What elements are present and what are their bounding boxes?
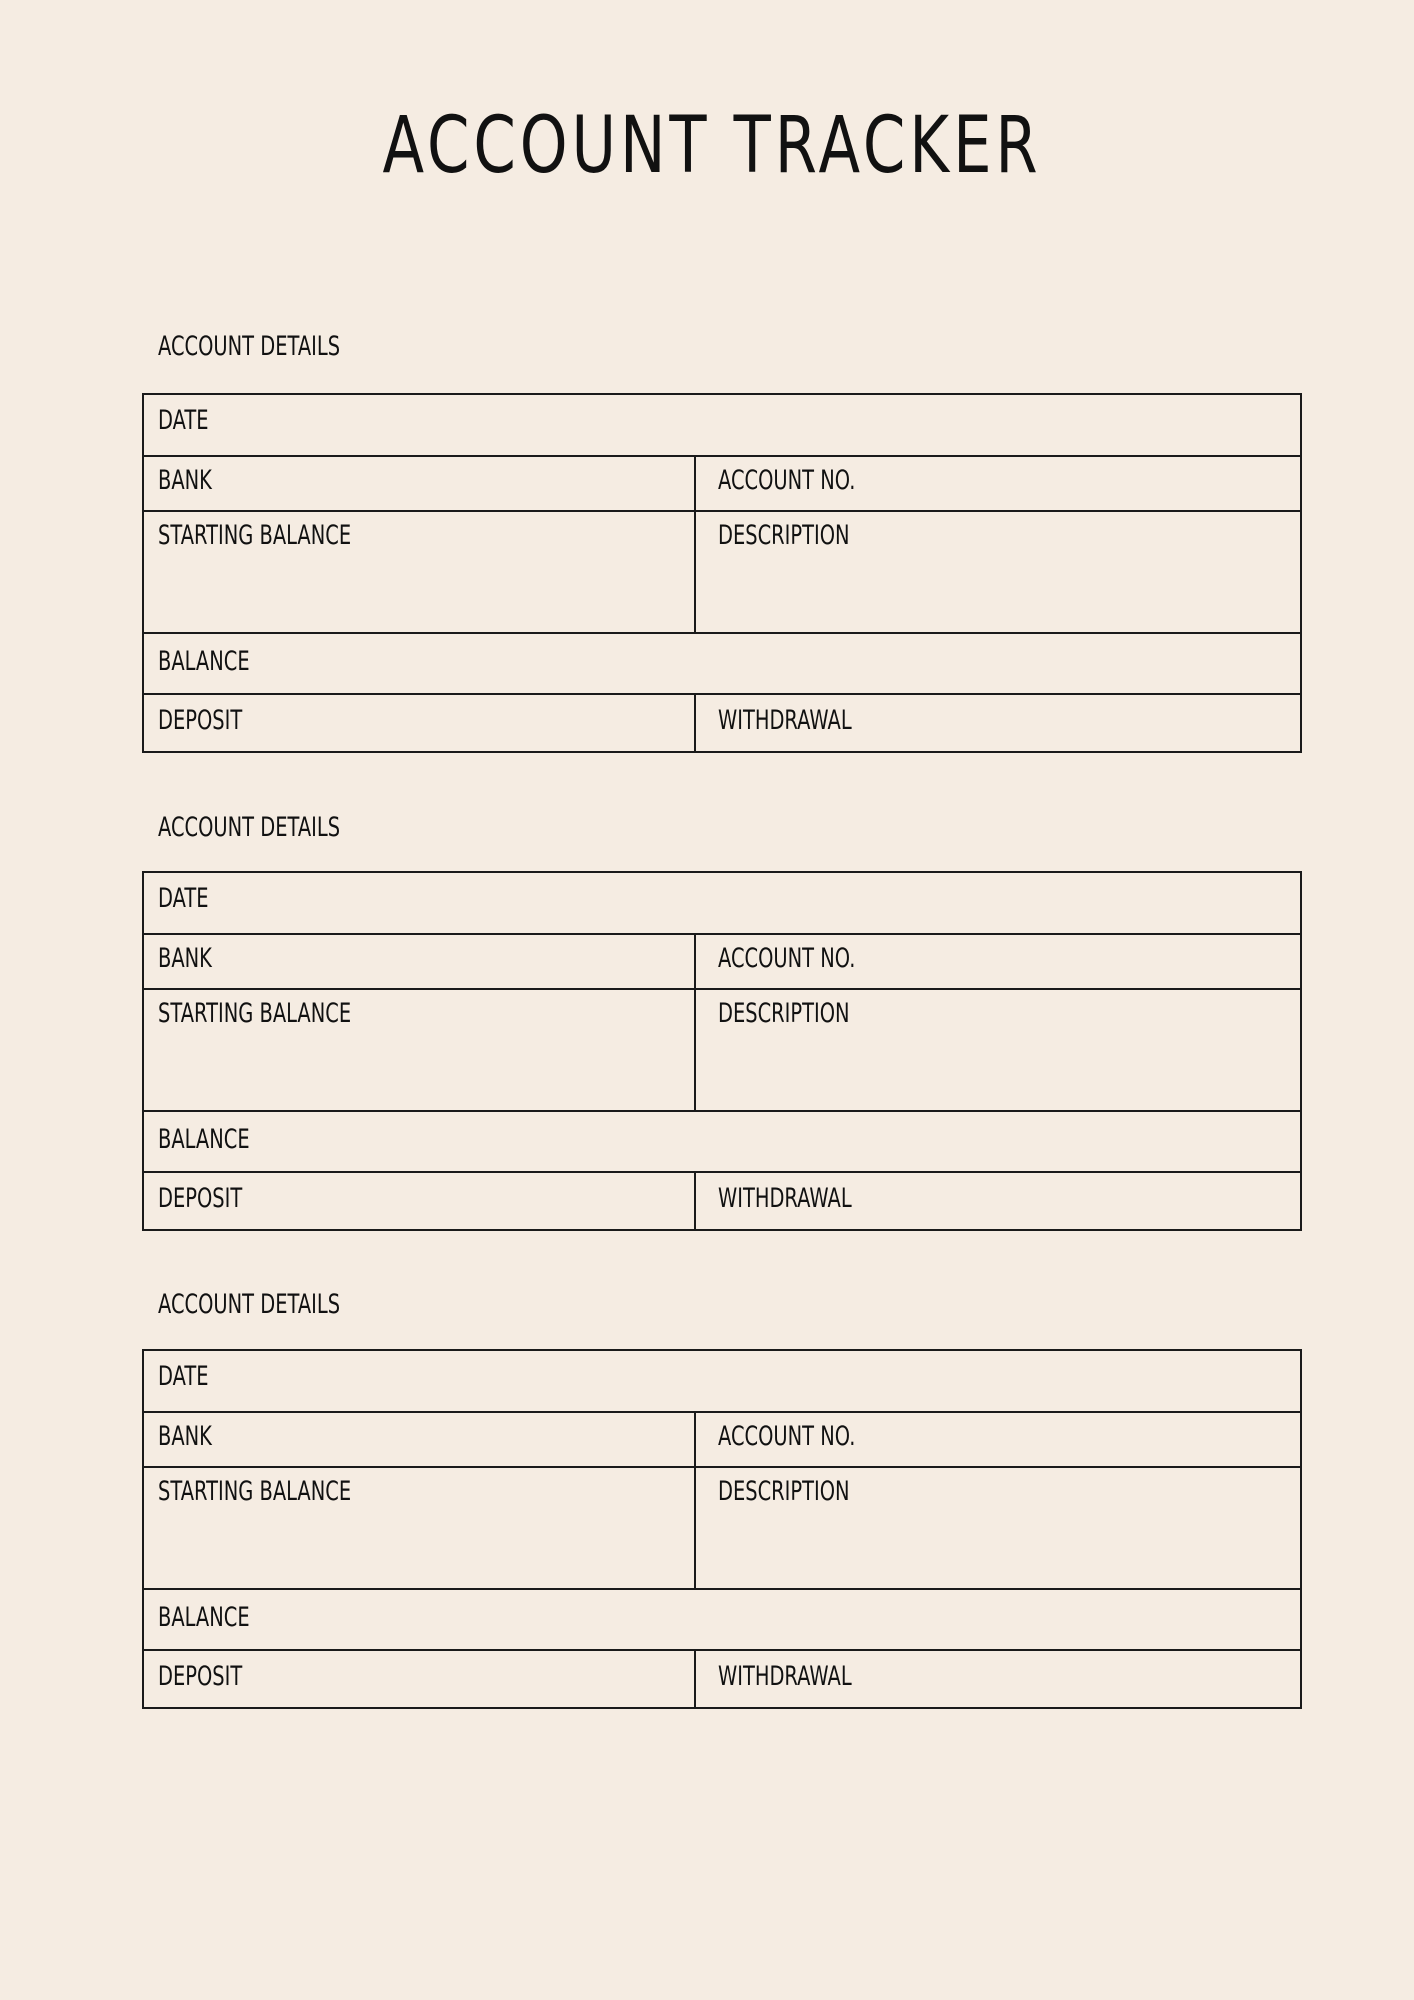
account-details-form	[142, 393, 1302, 751]
deposit-label: DEPOSIT	[158, 705, 243, 736]
bank-label: BANK	[158, 1421, 212, 1452]
withdrawal-label: WITHDRAWAL	[718, 1183, 852, 1214]
withdrawal-field[interactable]	[694, 693, 1302, 751]
section-heading: ACCOUNT DETAILS	[158, 331, 341, 362]
page-title: ACCOUNT TRACKER	[382, 101, 1042, 191]
description-field[interactable]	[694, 988, 1302, 1110]
account-no-field[interactable]	[694, 933, 1302, 988]
section-heading: ACCOUNT DETAILS	[158, 812, 341, 843]
starting-balance-field[interactable]	[142, 510, 694, 632]
starting-balance-label: STARTING BALANCE	[158, 1476, 352, 1507]
account-no-label: ACCOUNT NO.	[718, 1421, 856, 1452]
starting-balance-label: STARTING BALANCE	[158, 998, 352, 1029]
description-label: DESCRIPTION	[718, 998, 850, 1029]
description-field[interactable]	[694, 1466, 1302, 1588]
starting-balance-field[interactable]	[142, 988, 694, 1110]
date-field[interactable]	[142, 393, 1302, 455]
description-field[interactable]	[694, 510, 1302, 632]
account-no-field[interactable]	[694, 1411, 1302, 1466]
date-field[interactable]	[142, 871, 1302, 933]
balance-label: BALANCE	[158, 1124, 250, 1155]
form-border	[142, 1707, 1302, 1709]
withdrawal-label: WITHDRAWAL	[718, 1661, 852, 1692]
balance-field[interactable]	[142, 632, 1302, 693]
deposit-label: DEPOSIT	[158, 1183, 243, 1214]
date-label: DATE	[158, 1361, 209, 1392]
bank-label: BANK	[158, 465, 212, 496]
form-border	[142, 1229, 1302, 1231]
withdrawal-field[interactable]	[694, 1649, 1302, 1707]
starting-balance-field[interactable]	[142, 1466, 694, 1588]
account-details-form	[142, 871, 1302, 1229]
withdrawal-field[interactable]	[694, 1171, 1302, 1229]
deposit-label: DEPOSIT	[158, 1661, 243, 1692]
withdrawal-label: WITHDRAWAL	[718, 705, 852, 736]
date-field[interactable]	[142, 1349, 1302, 1411]
starting-balance-label: STARTING BALANCE	[158, 520, 352, 551]
balance-label: BALANCE	[158, 1602, 250, 1633]
description-label: DESCRIPTION	[718, 520, 850, 551]
bank-field[interactable]	[142, 933, 694, 988]
bank-field[interactable]	[142, 1411, 694, 1466]
account-no-label: ACCOUNT NO.	[718, 943, 856, 974]
description-label: DESCRIPTION	[718, 1476, 850, 1507]
balance-field[interactable]	[142, 1110, 1302, 1171]
deposit-field[interactable]	[142, 1649, 694, 1707]
date-label: DATE	[158, 405, 209, 436]
bank-field[interactable]	[142, 455, 694, 510]
balance-field[interactable]	[142, 1588, 1302, 1649]
balance-label: BALANCE	[158, 646, 250, 677]
account-no-field[interactable]	[694, 455, 1302, 510]
form-border	[142, 751, 1302, 753]
deposit-field[interactable]	[142, 693, 694, 751]
bank-label: BANK	[158, 943, 212, 974]
section-heading: ACCOUNT DETAILS	[158, 1289, 341, 1320]
date-label: DATE	[158, 883, 209, 914]
deposit-field[interactable]	[142, 1171, 694, 1229]
account-no-label: ACCOUNT NO.	[718, 465, 856, 496]
account-details-form	[142, 1349, 1302, 1707]
